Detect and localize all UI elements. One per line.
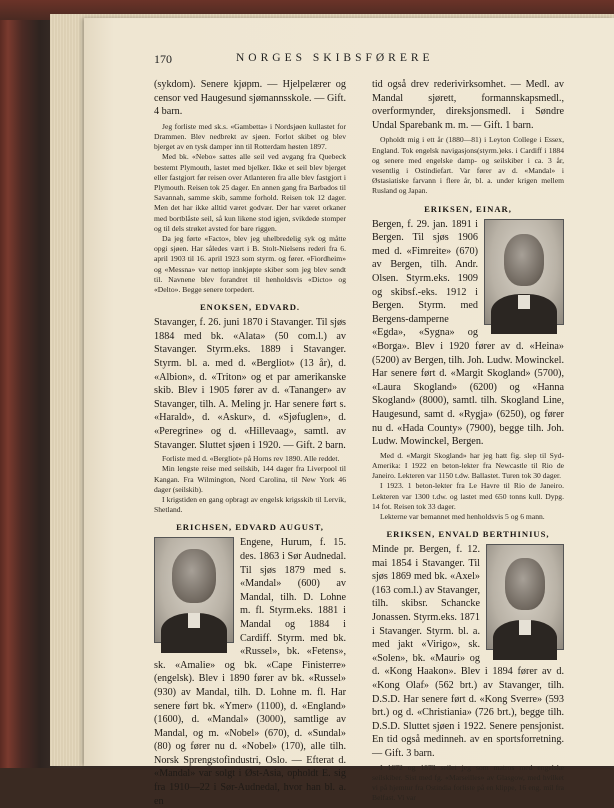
- entry-body-erichsen: Engene, Hurum, f. 15. des. 1863 i Sør Audnedal. Til sjøs 1879 med s. «Mandal» (600) av Mandal, tilh. D. Lohne m. fl. Styrm.eks. 1881 i Mandal og 1884 i Cardiff. Styrm. med bk. «Russel», bk. «Fetens», sk. «Amalie» og bk. «Cape Finisterre» (engelsk). Blev i 1890 fører av bk. «Russel» (930) av Mandal, tilh. D. Lohne m. fl. Har senere ført bk. «Ymer» (1100), d. «England» (1600), d. «Mandal» (3000), samtlige av Mandal, og m. «Nobel» (670), d. «Sundal» (80) og fører nu d. «Nobel» (170), alle tilh. Norsk Sprengstofindustri, Oslo. — Efterat d. «Mandal» var solgt i Øst-Asia, opholdt E. sig fra 1910—22 i Sør-Audnedal, hvor han bl. a. en: [154, 537, 346, 807]
- intro-note: Med bk. «Nebo» sattes alle seil ved avgang fra Quebeck bestemt Plymouth, lastet med bjelker. Ikke et seil blev bjerget eller fastgjort før reisen over Atlanteren fra alle blev fastgjort i Plymouth. Reisen tok 25 dager. En annen gang fra Barbados til Savannah, samme skib, samme forhold. Reisen tok 12 dager. Men det har ikke alltid været godvær. Der har været orkaner med bortblåste seil, så kun likene stod igjen, svikdede stomper og til dels strøket avsted for bare riggen.: [154, 152, 346, 233]
- entry-heading-eriksen-envald: ERIKSEN, ENVALD BERTHINIUS,: [386, 529, 550, 540]
- continued-note: Opholdt mig i ett år (1880—81) i Leyton College i Essex, England. Tok engelsk navigasjons(styrm.)eks. i Cardiff i 1884 og senere med engelske damp- og seilskiber i ca. 3 år, vesentlig i Ostindiefart. Var fører av d. «Mandal» i Østasiatiske farvann i flere år, bl. a. under krigen mellem Rusland og Japan.: [372, 135, 564, 196]
- entry-note: Med d. «Margit Skogland» har jeg hatt fig. slep til Syd-Amerika: I 1922 en beton-lekter fra Newcastle til Rio de Janeiro. Lekteren var 1150 t.dw. Ballastet. Turen tok 30 dager.: [372, 450, 564, 481]
- continued-text: tid også drev rederivirksomhet. — Medl. av Mandal sjørett, formannskapsmedl., overformynder, direksjonsmedl. i Søndre Undal Sparebank m. m. — Gift. 1 barn.: [372, 79, 564, 131]
- intro-note: Jeg forliste med sk.s. «Gambetta» i Nordsjøen kullastet for Drammen. Blev nedbrekt av sjøen. Forlot skibet og blev bjerget av en tysk damper inn til Rotterdam høsten 1897.: [154, 121, 346, 152]
- entry-body-enoksen: Stavanger, f. 26. juni 1870 i Stavanger. Til sjøs 1884 med bk. «Alata» (50 com.l.) av Stavanger. Styrm.eks. 1889 i Stavanger. Styrm. bl. a. med d. «Bergliot» (13 år), d. «Albion», d. «Triton» og et par amerikanske skib. Blev i 1905 fører av d. «Tananger» av Stavanger, tilh. A. Meling jr. Har senere ført s. «Harald», d. «Askur», d. «Sjøfuglen», d. «Peregrine» og d. «Hillevaag», samtl. av Stavanger. Sluttet sjøen i 1920. — Gift. 2 barn.: [154, 317, 346, 451]
- entry-note: I 1872 og 1873 seilet jeg som matros med engelske seilskiber. Sist med fg. «Marseilles» av Glasgow, med hvilket vi på hjemtur fra Ostindia forliste på en klippe, 16 eng. mil fra Belfast. Vi var: [372, 762, 564, 803]
- page-number: 170: [154, 52, 172, 66]
- portrait-photo: [484, 219, 564, 325]
- entry-body-eriksen-einar: Bergen, f. 29. jan. 1891 i Bergen. Til sjøs 1906 med d. «Fimreite» (670) av Bergen, tilh. Andr. Olsen. Styrm.eks. 1909 og skibsf.-eks. 1912 i Bergen. Styrm. med Bergens-damperne «Egda», «Sygna» og «Borga». Blev i 1920 fører av d. «Heina» (5200) av Bergen, tilh. Joh. Ludw. Mowinckel. Har senere ført d. «Margit Skogland» (5700), «Laura Skogland» (6200) og «Hanna Skogland» (8000), samtl. tilh. Skogland Line, Haugesund, samt d. «Rygja» (6250), og fører nu d. «Hada County» (7900), begge tilh. Joh. Ludw. Mowinckel, Bergen.: [372, 218, 564, 448]
- portrait-photo: [486, 544, 564, 650]
- entry-body-eriksen-envald: Minde pr. Bergen, f. 12. mai 1854 i Stavanger. Til sjøs 1869 med bk. «Axel» (163 com.l.) av Stavanger, tilh. skibsr. Schancke Jonassen. Styrm.eks. 1871 i Stavanger. Styrm. bl. a. med jakt «Virigo», sk. «Solen», bk. «Mauri» og d. «Kong Haakon». Blev i 1894 fører av d. «Kong Olaf» (562 brt.) av Stavanger, tilh. D.S.D. Har senere ført d. «Kong Sverre» (593 brt.) og d. «Christiania» (726 brt.), begge tilh. D.S.D. Sluttet sjøen i 1922. Senere pensjonist. En tid også medinneh. av en sportsforretning. — Gift. 3 barn.: [372, 544, 564, 760]
- entry-heading-erichsen: ERICHSEN, EDVARD AUGUST,: [176, 522, 324, 533]
- running-title: NORGES SKIBSFØRERE: [236, 52, 434, 64]
- entry-note: Lekterne var bemannet med henholdsvis 5 og 6 mann.: [380, 511, 545, 521]
- entry-note: I krigstiden en gang opbragt av engelsk krigsskib til Lervik, Shetland.: [154, 494, 346, 515]
- entry-note: Min lengste reise med seilskib, 144 dager fra Liverpool til Kangan. Fra Wilmington, Nord Carolina, til New York 46 dager (seilskib).: [154, 464, 346, 494]
- left-column: [154, 78, 346, 808]
- entry-note: Forliste med d. «Bergliot» på Horns rev 1890. Alle reddet.: [162, 454, 340, 464]
- intro-text: (sykdom). Senere kjøpm. — Hjelpelærer og censor ved Haugesund sjømannsskole. — Gift. 4 barn.: [154, 79, 346, 118]
- book-page: [84, 18, 614, 807]
- entry-heading-enoksen: ENOKSEN, EDVARD.: [199, 302, 301, 313]
- entry-note: I 1923. 1 beton-lekter fra Le Havre til Rio de Janeiro. Lekteren var 1300 t.dw. og lastet med 650 tonns kull. Dypg. 14 fot. Reisen tok 33 dager.: [372, 481, 564, 511]
- portrait-photo: [154, 537, 234, 643]
- entry-heading-eriksen-einar: ERIKSEN, EINAR,: [424, 203, 512, 214]
- right-column: [372, 78, 564, 803]
- intro-note: Da jeg førte «Facto», blev jeg uhelbredelig syk og måtte opgi sjøen. Har således vært i B. Stolt-Nielsens rederi fra 6. april 1903 til 16. april 1923 som styrm. og fører. «Fiordheim» og «Messna» var nettop innkjøpte skiber som jeg blev sendt til. Navnene blev forandret til henholdsvis «Dicto» og «Delto». Begge senere torpedert.: [154, 234, 346, 295]
